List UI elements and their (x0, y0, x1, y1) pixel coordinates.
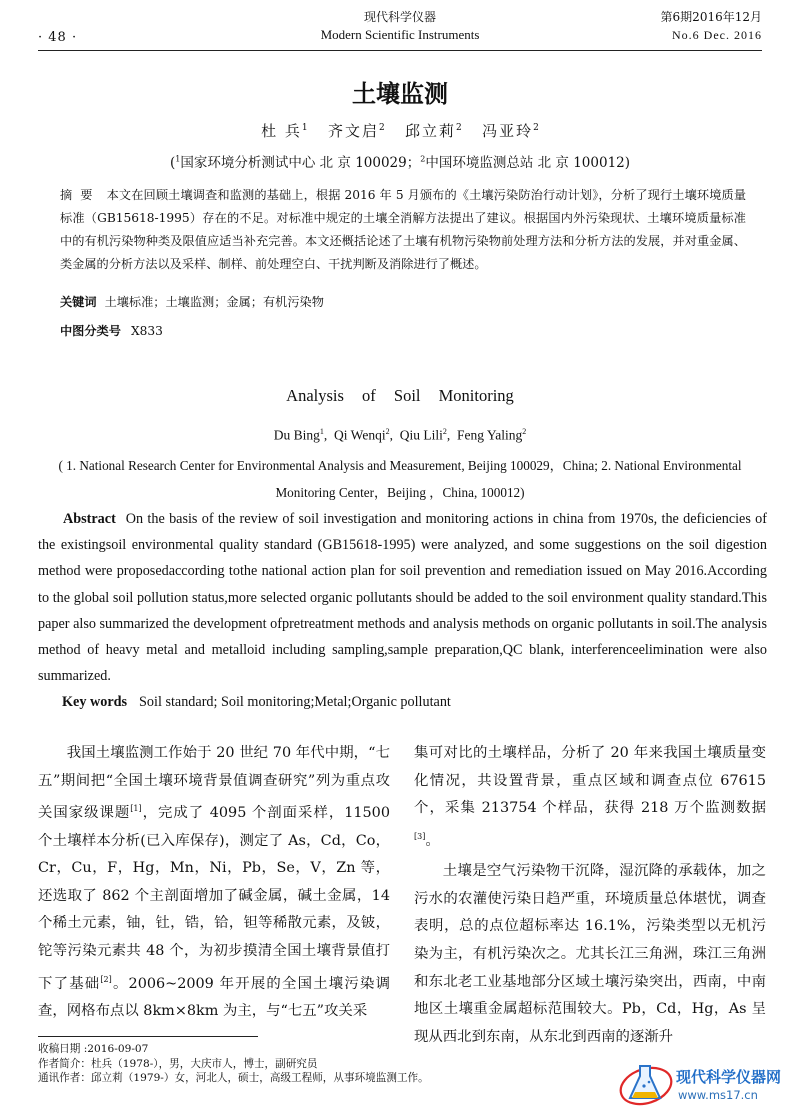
journal-name (38, 8, 762, 44)
author-sup: 2 (385, 427, 390, 436)
affiliation-en-line: Monitoring Center，Beijing ，China, 100012) (275, 485, 525, 500)
site-watermark[interactable] (618, 1058, 798, 1110)
keywords-en-label: Key words (62, 694, 128, 710)
issue-info (661, 8, 762, 44)
footnote (38, 1042, 429, 1086)
author-sup: 2 (442, 427, 447, 436)
author-sup: 1 (301, 123, 308, 133)
article-title: 土壤监测 (352, 79, 448, 108)
author-name: 齐文启 (327, 122, 379, 140)
classification-cn (60, 322, 163, 339)
citation[interactable]: [3] (414, 831, 426, 841)
corresponding-author: 通讯作者：邱立莉（1979-）女，河北人，硕士，高级工程师，从事环境监测工作。 (38, 1072, 429, 1084)
flask-logo-icon (618, 1060, 674, 1106)
author-sup: 2 (456, 123, 462, 133)
abstract-en-label: Abstract (63, 511, 116, 527)
author-list (0, 120, 800, 141)
abstract-cn (60, 184, 746, 276)
body-text: ，完成了 4095 个剖面采样，11500 个土壤样本分析(已入库保存)，测定了 As，Cd，Co，Cr，Cu，F，Hg，Mn，Ni，Pb，Se，V，Zn 等，还选取了 862 个主剖面增加了碱金属，碱土金属，14 个稀土元素，铀，钍，锆，铪，钽等稀散元素，及铍，铊等污染元素共 48 个，为初步摸清全国土壤背景值打下了基础 (38, 804, 390, 992)
citation[interactable]: [2] (100, 974, 112, 984)
body-paragraph (38, 740, 390, 1026)
author-list-en: Du Bing$^1$, Qi Wenqi$^2$, Qiu Lili$^2$, Feng Yaling$^2$ (273, 427, 527, 443)
keywords-cn (60, 293, 324, 310)
author-name: 邱立莉 (405, 122, 457, 140)
body-paragraph: 土壤是空气污染物干沉降，湿沉降的承载体，加之污水的农灌使污染日趋严重，环境质量总体堪忧，调查表明，总的点位超标率达 16.1%，污染类型以无机污染为主，有机污染次之。尤其长江三角洲，珠江三角洲和东北老工业基地部分区域土壤污染突出，西南，中南地区土壤重金属超标范围较大。Pb，Cd，Hg，As 呈现从西北到东南，从东北到西南的逐渐升 (414, 863, 766, 1045)
author-name-en: Du Bing (273, 427, 320, 443)
keywords-cn-text: 土壤标准；土壤监测；金属；有机污染物 (104, 295, 324, 309)
classification-code: X833 (130, 324, 163, 338)
body-paragraph (414, 740, 766, 855)
running-header (38, 8, 762, 50)
affiliation-en (38, 452, 762, 506)
author-name-en: Feng Yaling (456, 427, 523, 443)
journal-name-cn: 现代科学仪器 (363, 10, 436, 24)
keywords-cn-label: 关键词 (60, 295, 97, 309)
author-name-en: Qi Wenqi (334, 427, 386, 443)
site-name: 现代科学仪器网 (676, 1068, 782, 1086)
issue-en: No.6 Dec. 2016 (672, 28, 762, 42)
received-date: 收稿日期 :2016-09-07 (38, 1043, 149, 1055)
journal-name-en: Modern Scientific Instruments (320, 27, 480, 42)
body-text: 。 (425, 832, 440, 849)
author-sup: 2 (533, 123, 539, 133)
affil-sup: 2 (420, 154, 426, 164)
article-title-en: Analysis of Soil Monitoring (286, 386, 514, 405)
body-column-left (38, 740, 390, 1026)
header-rule (38, 50, 762, 51)
body-text: 我国土壤监测工作始于 20 世纪 70 年代中期，“七五”期间把“全国土壤环境背景值调查研究”列为重点攻关国家级课题 (38, 745, 390, 821)
affil-open: ( (169, 155, 176, 171)
abstract-en (38, 506, 767, 689)
body-text: 。2006~2009 年开展的全国土壤污染调查，网格布点以 8km×8km 为主，与“七五”攻关采 (38, 975, 390, 1019)
author-sup: 1 (319, 427, 324, 436)
issue-cn: 第6期2016年12月 (660, 10, 762, 24)
affil-sup: 1 (175, 154, 181, 164)
affil-org: 中国环境监测总站 北 京 100012) (425, 155, 631, 171)
author-name-en: Qiu Lili (399, 427, 443, 443)
affil-org: 国家环境分析测试中心 北 京 100029； (180, 155, 421, 171)
abstract-en-text: On the basis of the review of soil investigation and monitoring actions in china from 1970s, the deficiencies of the existingsoil environmental quality standard (GB15618-1995) were analyzed, and some suggestions on the soil digestion method were proposedaccording tothe national action plan for soil prevention and remediation issued on May 2016.According to the global soil pollution status,more selected organic pollutants should be added to the soil environment quality standard.This paper also summarized the development ofpretreatment methods and analysis methods on organic pollutants in soil.The analysis method of heavy metal and metalloid including sampling,sample preparation,QC blank, interferenceelimination were also summarized. (38, 511, 767, 685)
footnote-rule (38, 1036, 258, 1037)
author-bio: 作者简介：杜兵（1978-），男，大庆市人，博士，副研究员 (38, 1057, 318, 1070)
affiliation-en-line: ( 1. National Research Center for Environmental Analysis and Measurement, Beijing 100029，China; 2. National Environmental (58, 458, 742, 473)
author-name: 冯亚玲 (482, 122, 534, 140)
abstract-cn-text: 本文在回顾土壤调查和监测的基础上，根据 2016 年 5 月颁布的《土壤污染防治行动计划》，分析了现行土壤环境质量标准（GB15618-1995）存在的不足。对标准中规定的土壤全消解方法提出了建议。根据国内外污染现状、土壤环境质量标准中的有机污染物种类及限值应适当补充完善。本文还概括论述了土壤有机物污染物前处理方法和分析方法的发展，并对重金属、类金属的分析方法以及采样、制样、前处理空白、干扰判断及消除进行了概述。 (60, 188, 747, 271)
author-name: 杜 兵 (261, 122, 302, 140)
author-sup: 2 (522, 427, 527, 436)
affiliation (0, 151, 800, 171)
body-text: 集可对比的土壤样品，分析了 20 年来我国土壤质量变化情况，共设置背景，重点区域和调查点位 67615 个，采集 213754 个样品，获得 218 万个监测数据 (414, 745, 766, 817)
classification-label: 中图分类号 (60, 324, 121, 338)
abstract-cn-label: 摘要 (60, 188, 101, 202)
citation[interactable]: [1] (130, 804, 142, 814)
keywords-en-text: Soil standard; Soil monitoring;Metal;Organic pollutant (139, 694, 451, 710)
keywords-en (62, 694, 451, 711)
page-number: · 48 · (38, 30, 78, 45)
site-url[interactable]: www.ms17.cn (678, 1088, 758, 1102)
author-sup: 2 (378, 123, 385, 133)
body-column-right (414, 740, 766, 1051)
